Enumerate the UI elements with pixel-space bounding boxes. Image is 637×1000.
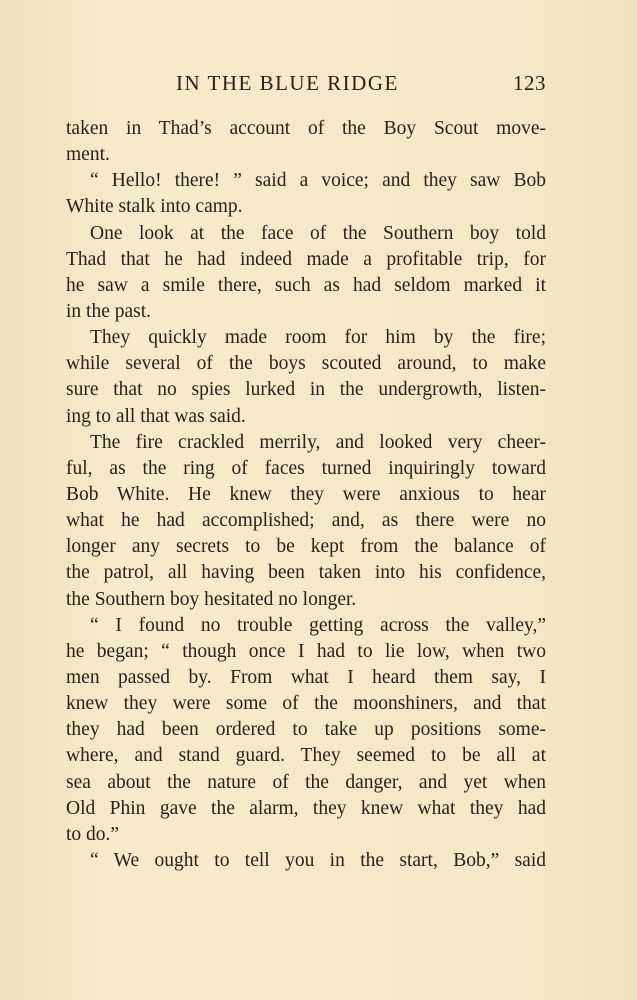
text-line: “ We ought to tell you in the start, Bob,” said xyxy=(90,849,546,871)
body-text xyxy=(66,116,546,874)
text-line: sure that no spies lurked in the undergrowth, listen- xyxy=(66,379,546,401)
text-line: Old Phin gave the alarm, they knew what they had xyxy=(66,797,546,819)
text-line: to do.” xyxy=(66,823,120,845)
text-line: Thad that he had indeed made a profitable trip, for xyxy=(66,248,546,270)
text-line: Bob White. He knew they were anxious to hear xyxy=(66,483,546,505)
text-line: ful, as the ring of faces turned inquiringly toward xyxy=(66,457,546,479)
text-line: they had been ordered to take up positions some- xyxy=(66,719,546,741)
page-number: 123 xyxy=(513,71,546,95)
text-line: One look at the face of the Southern boy told xyxy=(90,222,546,244)
running-title: IN THE BLUE RIDGE xyxy=(176,71,399,95)
text-line: taken in Thad’s account of the Boy Scout move- xyxy=(66,118,546,139)
text-line: longer any secrets to be kept from the balance of xyxy=(66,536,546,558)
text-line: ing to all that was said. xyxy=(66,405,246,427)
text-line: They quickly made room for him by the fire; xyxy=(90,327,546,349)
text-line: The fire crackled merrily, and looked very cheer- xyxy=(90,431,546,453)
text-line: in the past. xyxy=(66,300,152,322)
running-head xyxy=(66,70,546,96)
text-line: “ I found no trouble getting across the valley,” xyxy=(90,614,546,636)
text-line: knew they were some of the moonshiners, and that xyxy=(66,693,546,715)
text-line: White stalk into camp. xyxy=(66,196,243,218)
text-line: he began; “ though once I had to lie low, when two xyxy=(66,640,546,662)
text-line: men passed by. From what I heard them say, I xyxy=(66,666,546,688)
text-line: where, and stand guard. They seemed to be all at xyxy=(66,745,546,767)
text-line: the patrol, all having been taken into his confidence, xyxy=(66,562,546,584)
text-line: he saw a smile there, such as had seldom marked it xyxy=(66,274,546,296)
text-line: ment. xyxy=(66,144,110,166)
text-line: while several of the boys scouted around, to make xyxy=(66,353,546,375)
text-line: sea about the nature of the danger, and yet when xyxy=(66,771,546,793)
text-line: the Southern boy hesitated no longer. xyxy=(66,588,357,610)
text-line: “ Hello! there! ” said a voice; and they saw Bob xyxy=(90,170,546,192)
text-line: what he had accomplished; and, as there were no xyxy=(66,510,546,532)
